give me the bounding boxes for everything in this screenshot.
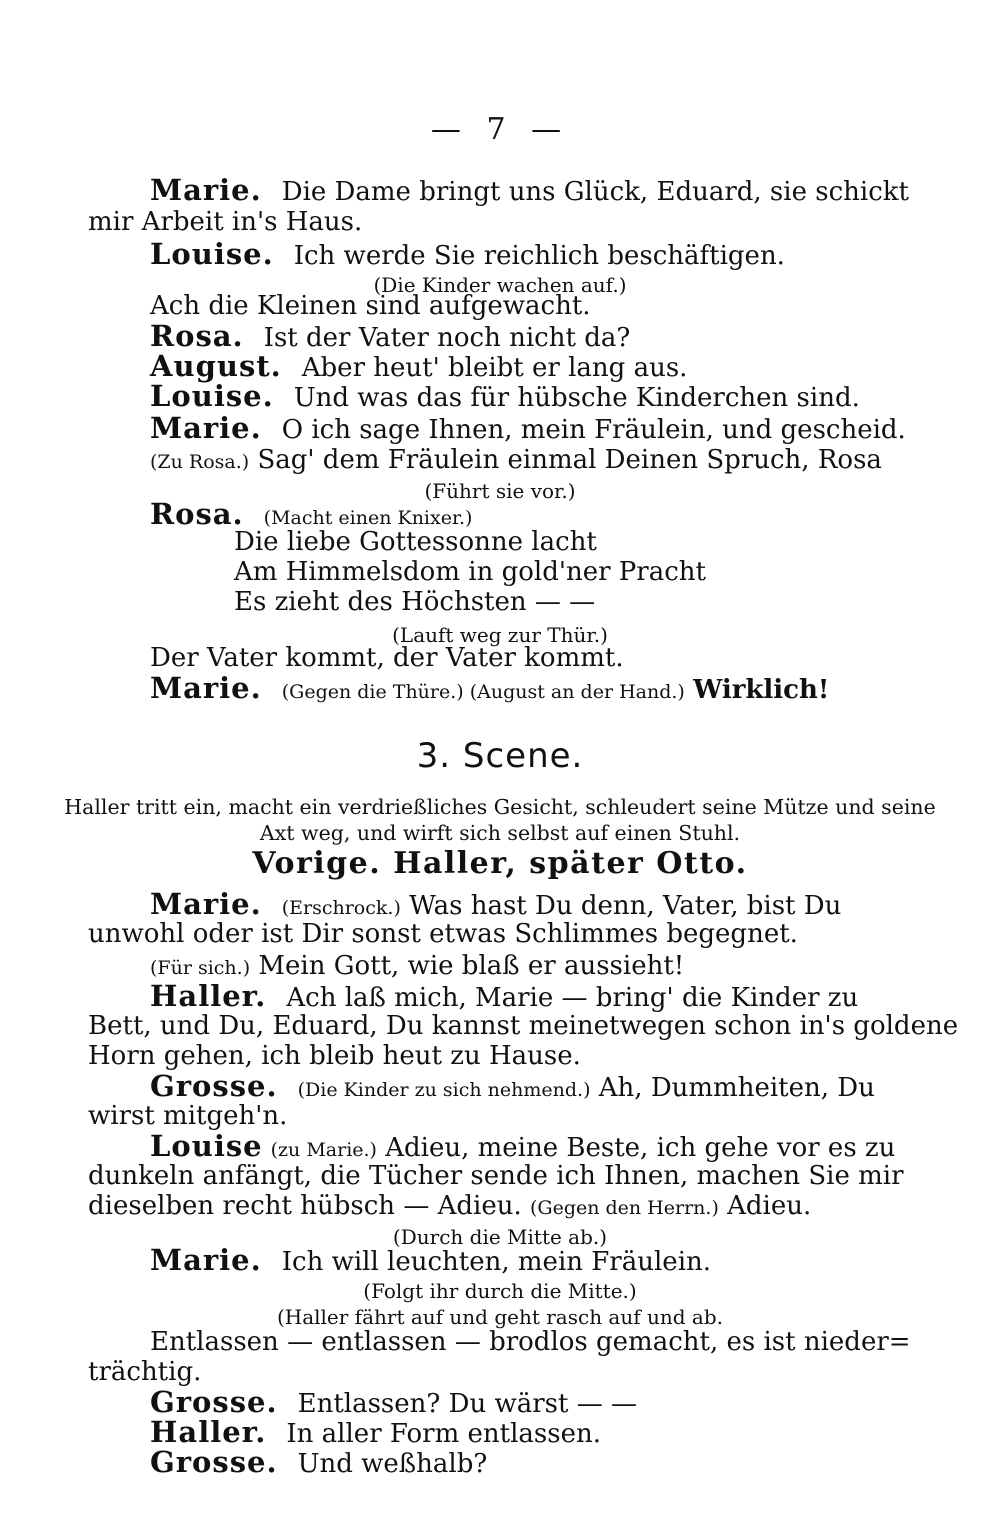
stage-direction: (Die Kinder wachen auf.)	[373, 273, 627, 297]
dialogue-line	[150, 642, 950, 674]
verse-line: Es zieht des Höchsten — —	[234, 587, 596, 617]
dialogue-text: O ich sage Ihnen, mein Fräulein, und gescheid.	[281, 415, 906, 445]
dialogue-line	[88, 1010, 959, 1042]
dialogue-text: Horn gehen, ich bleib heut zu Hause.	[88, 1041, 581, 1071]
dialogue-text: Bett, und Du, Eduard, Du kannst meinetwegen schon in's goldene	[88, 1011, 959, 1041]
speaker-name: Louise	[150, 1129, 263, 1163]
cast-list: Vorige. Haller, später Otto.	[252, 846, 748, 881]
stage-direction: (Erschrock.)	[281, 897, 401, 919]
dialogue-line	[150, 380, 950, 414]
dialogue-text: Die Dame bringt uns Glück, Eduard, sie schickt	[281, 177, 909, 207]
speaker-name: Haller.	[150, 979, 267, 1013]
dialogue-text: Ich werde Sie reichlich beschäftigen.	[293, 241, 785, 271]
dialogue-text: Und weßhalb?	[297, 1449, 488, 1479]
dialogue-line	[150, 412, 950, 446]
dialogue-text: trächtig.	[88, 1357, 202, 1387]
dialogue-text: Entlassen? Du wärst — —	[297, 1389, 637, 1419]
stage-direction: (Führt sie vor.)	[424, 479, 576, 503]
stage-direction: (Folgt ihr durch die Mitte.)	[363, 1279, 637, 1303]
dialogue-line	[150, 672, 950, 708]
scene-description: Haller tritt ein, macht ein verdrießliches Gesicht, schleudert seine Mütze und seine	[64, 795, 936, 819]
dialogue-text: Mein Gott, wie blaß er aussieht!	[258, 951, 685, 981]
dialogue-text: dunkeln anfängt, die Tücher sende ich Ihnen, machen Sie mir	[88, 1161, 904, 1191]
speaker-name: Louise.	[150, 379, 274, 413]
speaker-name: Rosa.	[150, 319, 244, 353]
stage-direction: (Haller fährt auf und geht rasch auf und ab.	[276, 1305, 724, 1329]
dialogue-line	[88, 1040, 888, 1072]
stage-direction: (Für sich.)	[150, 957, 251, 979]
stage-direction: (Gegen den Herrn.)	[529, 1197, 719, 1219]
dialogue-text: Ah, Dummheiten, Du	[598, 1073, 875, 1103]
dialogue-text: In aller Form entlassen.	[286, 1419, 601, 1449]
stage-direction: (zu Marie.)	[270, 1139, 377, 1161]
dialogue-text: mir Arbeit in's Haus.	[88, 207, 363, 237]
dialogue-text: Ich will leuchten, mein Fräulein.	[281, 1247, 712, 1277]
dialogue-line	[88, 206, 888, 238]
dialogue-line	[150, 238, 950, 272]
page-number: — 7 —	[430, 112, 570, 147]
speaker-name: Grosse.	[150, 1385, 278, 1419]
dialogue-line	[150, 1244, 950, 1278]
speaker-name: Louise.	[150, 237, 274, 271]
dialogue-text: Entlassen — entlassen — brodlos gemacht, es ist nieder=	[150, 1327, 911, 1357]
dialogue-line	[150, 290, 950, 322]
scene-description: Axt weg, und wirft sich selbst auf einen Stuhl.	[259, 821, 741, 845]
stage-direction: (Zu Rosa.)	[150, 451, 250, 473]
dialogue-line	[150, 1326, 950, 1358]
speaker-name: August.	[150, 349, 282, 383]
dialogue-text: Ach laß mich, Marie — bring' die Kinder zu	[286, 983, 859, 1013]
dialogue-line	[88, 1356, 888, 1388]
dialogue-text: Ach die Kleinen sind aufgewacht.	[150, 291, 591, 321]
speaker-name: Rosa.	[150, 497, 244, 531]
speaker-name: Marie.	[150, 887, 262, 921]
dialogue-text: unwohl oder ist Dir sonst etwas Schlimmes begegnet.	[88, 919, 798, 949]
dialogue-line	[150, 174, 950, 208]
dialogue-line	[150, 1386, 950, 1420]
speaker-name: Marie.	[150, 671, 262, 705]
stage-direction: (Lauft weg zur Thür.)	[392, 623, 608, 647]
speaker-name: Haller.	[150, 1415, 267, 1449]
dialogue-text: Aber heut' bleibt er lang aus.	[301, 353, 688, 383]
scene-heading: 3. Scene.	[416, 736, 584, 776]
stage-direction: (Macht einen Knixer.)	[263, 507, 473, 529]
speaker-name: Grosse.	[150, 1069, 278, 1103]
dialogue-line	[88, 918, 888, 950]
stage-direction: (Gegen die Thüre.) (August an der Hand.)	[281, 681, 685, 703]
dialogue-text: Ist der Vater noch nicht da?	[263, 323, 631, 353]
stage-direction: (Durch die Mitte ab.)	[392, 1225, 608, 1249]
dialogue-text: Und was das für hübsche Kinderchen sind.	[293, 383, 860, 413]
speaker-name: Grosse.	[150, 1445, 278, 1479]
dialogue-text: Der Vater kommt, der Vater kommt.	[150, 643, 624, 673]
dialogue-text: Wirklich!	[693, 675, 830, 705]
dialogue-line	[150, 980, 950, 1014]
dialogue-line	[150, 1446, 950, 1480]
speaker-name: Marie.	[150, 1243, 262, 1277]
verse-line: Am Himmelsdom in gold'ner Pracht	[234, 557, 706, 587]
dialogue-line	[88, 1190, 888, 1224]
speaker-name: Marie.	[150, 173, 262, 207]
dialogue-text: Sag' dem Fräulein einmal Deinen Spruch, Rosa	[257, 445, 882, 475]
dialogue-text: Adieu, meine Beste, ich gehe vor es zu	[385, 1133, 896, 1163]
dialogue-line	[88, 1100, 888, 1132]
dialogue-text: Was hast Du denn, Vater, bist Du	[409, 891, 842, 921]
dialogue-text: dieselben recht hübsch — Adieu.	[88, 1191, 522, 1221]
stage-direction: (Die Kinder zu sich nehmend.)	[297, 1079, 591, 1101]
dialogue-line	[150, 950, 950, 984]
verse-line: Die liebe Gottessonne lacht	[234, 527, 597, 557]
dialogue-line	[88, 1160, 904, 1192]
dialogue-text: wirst mitgeh'n.	[88, 1101, 288, 1131]
dialogue-line	[150, 444, 950, 478]
dialogue-text: Adieu.	[727, 1191, 812, 1221]
speaker-name: Marie.	[150, 411, 262, 445]
